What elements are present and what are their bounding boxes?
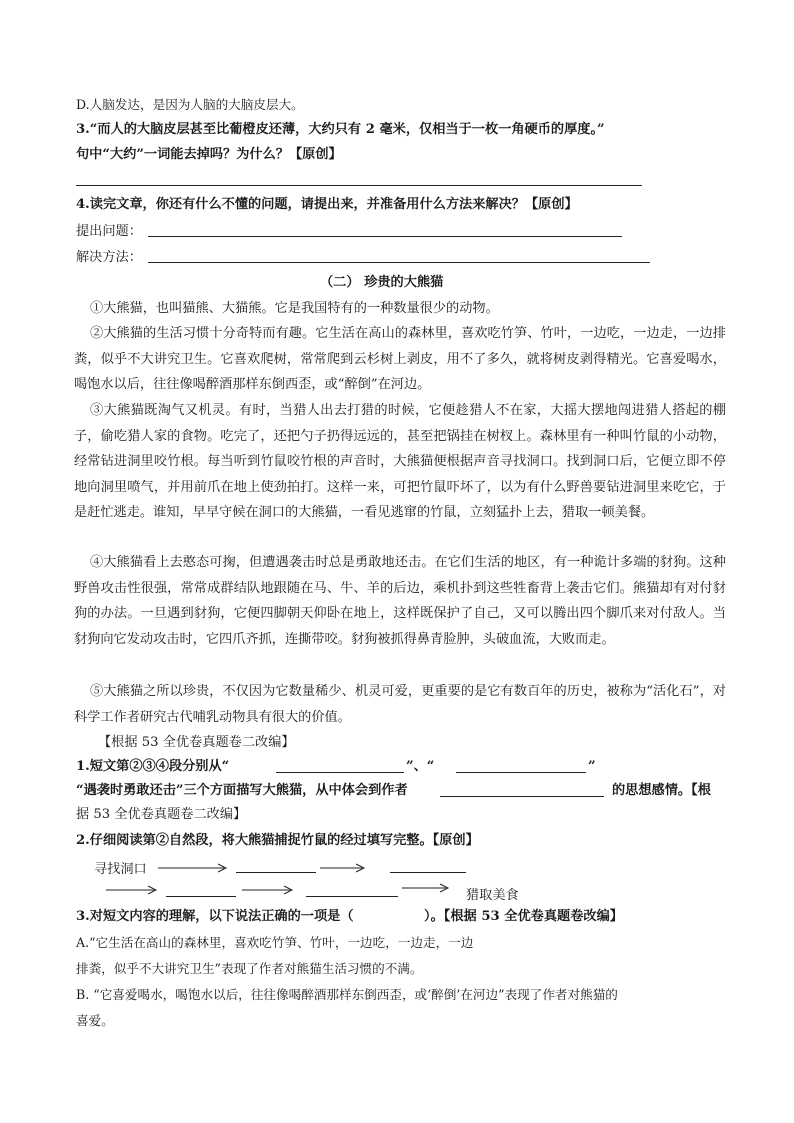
paragraph-2: ②大熊猫的生活习惯十分奇特而有趣。它生活在高山的森林里，喜欢吃竹笋、竹叶，一边吃，一边走，一边排粪，似乎不大讲究卫生。它喜欢爬树，常常爬到云杉树上剥皮，用不了多久，就将树皮剥得精光。它喜爱喝水，喝饱水以后，往往像喝醉酒那样东倒西歪，或“醉倒”在河边。: [74, 326, 726, 392]
paragraph-3: ③大熊猫既淘气又机灵。有时，当猎人出去打猎的时候，它便趁猎人不在家，大摇大摆地闯进猎人搭起的棚子，偷吃猎人家的食物。吃完了，还把勺子扔得远远的，甚至把锅挂在树杈上。森林里有一种叫竹鼠的小动物，经常钻进洞里咬竹根。每当听到竹鼠咬竹根的声音时，大熊猫便根据声音寻找洞口。找到洞口后，它便立即不停地向洞里喷气，并用前爪在地上使劲拍打。这样一来，可把竹鼠吓坏了，以为有什么野兽要钻进洞里来吃它，于是赶忙逃走。谁知，早早守候在洞口的大熊猫，一看见逃窜的竹鼠，立刻猛扑上去，猎取一顿美餐。: [74, 403, 726, 520]
q1-part-b: ”、“: [406, 759, 435, 774]
q1-blank-2[interactable]: [456, 760, 586, 773]
paragraph-1: ①大熊猫，也叫猫熊、大猫熊。它是我国特有的一种数量很少的动物。: [90, 301, 499, 316]
paragraph-4: ④大熊猫看上去憨态可掬，但遭遇袭击时总是勇敢地还击。在它们生活的地区，有一种诡计多端的豺狗。这种野兽攻击性很强，常常成群结队地跟随在马、牛、羊的后边，乘机扑到这些牲畜背上袭击它们。熊猫却有对付豺狗的办法。一旦遇到豺狗，它便四脚朝天仰卧在地上，这样既保护了自己，又可以腾出四个脚爪来对付敌人。当豺狗向它发动攻击时，它四爪齐抓，连撕带咬。豺狗被抓得鼻青脸肿，头破血流，大败而走。: [74, 555, 726, 647]
q1-part-f: 据 53 全优卷真题卷二改编】: [76, 807, 247, 822]
flow-arrow-2: [318, 862, 368, 874]
option-a-line2: 排粪，似乎不大讲究卫生”表现了作者对熊猫生活习惯的不满。: [76, 961, 423, 976]
flow-blank-3[interactable]: [166, 884, 236, 897]
ask-question-line[interactable]: [148, 236, 622, 237]
q3-answer-blank[interactable]: [368, 908, 420, 926]
q1-blank-1[interactable]: [276, 760, 404, 773]
q1-blank-3[interactable]: [440, 784, 604, 797]
question-2: 2.仔细阅读第②自然段，将大熊猫捕捉竹鼠的经过填写完整。【原创】: [76, 833, 479, 848]
question-3-line1: 3.“而人的大脑皮层甚至比葡橙皮还薄，大约只有 2 毫米，仅相当于一枚一角硬币的厚度。”: [76, 122, 605, 137]
option-d: D.人脑发达，是因为人脑的大脑皮层大。: [76, 97, 304, 112]
question-4: 4.读完文章，你还有什么不懂的问题，请提出来，并准备用什么方法来解决？【原创】: [76, 197, 578, 212]
solve-method-line[interactable]: [148, 262, 650, 263]
flow-start-label: 寻找洞口: [94, 862, 147, 877]
paragraph-5: ⑤大熊猫之所以珍贵，不仅因为它数量稀少、机灵可爱，更重要的是它有数百年的历史，被称为“活化石”，对科学工作者研究古代哺乳动物具有很大的价值。: [74, 684, 726, 725]
flow-end-label: 猎取美食: [466, 888, 519, 903]
flow-arrow-5: [400, 882, 452, 894]
source-note: 【根据 53 全优卷真题卷二改编】: [98, 735, 295, 750]
q1-part-d: “遇袭时勇敢还击”三个方面描写大熊猫，从中体会到作者: [76, 783, 408, 798]
q1-part-e: 的思想感情。【根: [612, 783, 711, 798]
q3-part-a: 3.对短文内容的理解，以下说法正确的一项是（: [76, 909, 354, 924]
solve-method-label: 解决方法：: [76, 250, 142, 265]
ask-question-label: 提出问题：: [76, 224, 142, 239]
flow-blank-4[interactable]: [306, 884, 398, 897]
option-b-line2: 喜爱。: [76, 1013, 114, 1028]
answer-line[interactable]: [76, 185, 642, 186]
flow-arrow-4: [240, 884, 296, 896]
option-b-line1: B. “它喜爱喝水，喝饱水以后，往往像喝醉酒那样东倒西歪，或‘醉倒’在河边”表现了作者对熊猫的: [76, 987, 618, 1002]
flow-blank-1[interactable]: [236, 860, 316, 873]
option-a-line1: A.“它生活在高山的森林里，喜欢吃竹笋、竹叶，一边吃，一边走，一边: [76, 935, 474, 950]
section-title: （二） 珍贵的大熊猫: [320, 275, 444, 290]
q1-part-a: 1.短文第②③④段分别从“: [76, 759, 230, 774]
flow-blank-2[interactable]: [390, 860, 466, 873]
q1-part-c: ”: [588, 759, 596, 774]
question-3-line2: 句中“大约”一词能去掉吗？为什么？【原创】: [76, 147, 342, 162]
flow-arrow-3: [104, 884, 160, 896]
flow-arrow-1: [156, 862, 230, 874]
q3-part-b: ）。【根据 53 全优卷真题卷改编】: [424, 909, 623, 924]
